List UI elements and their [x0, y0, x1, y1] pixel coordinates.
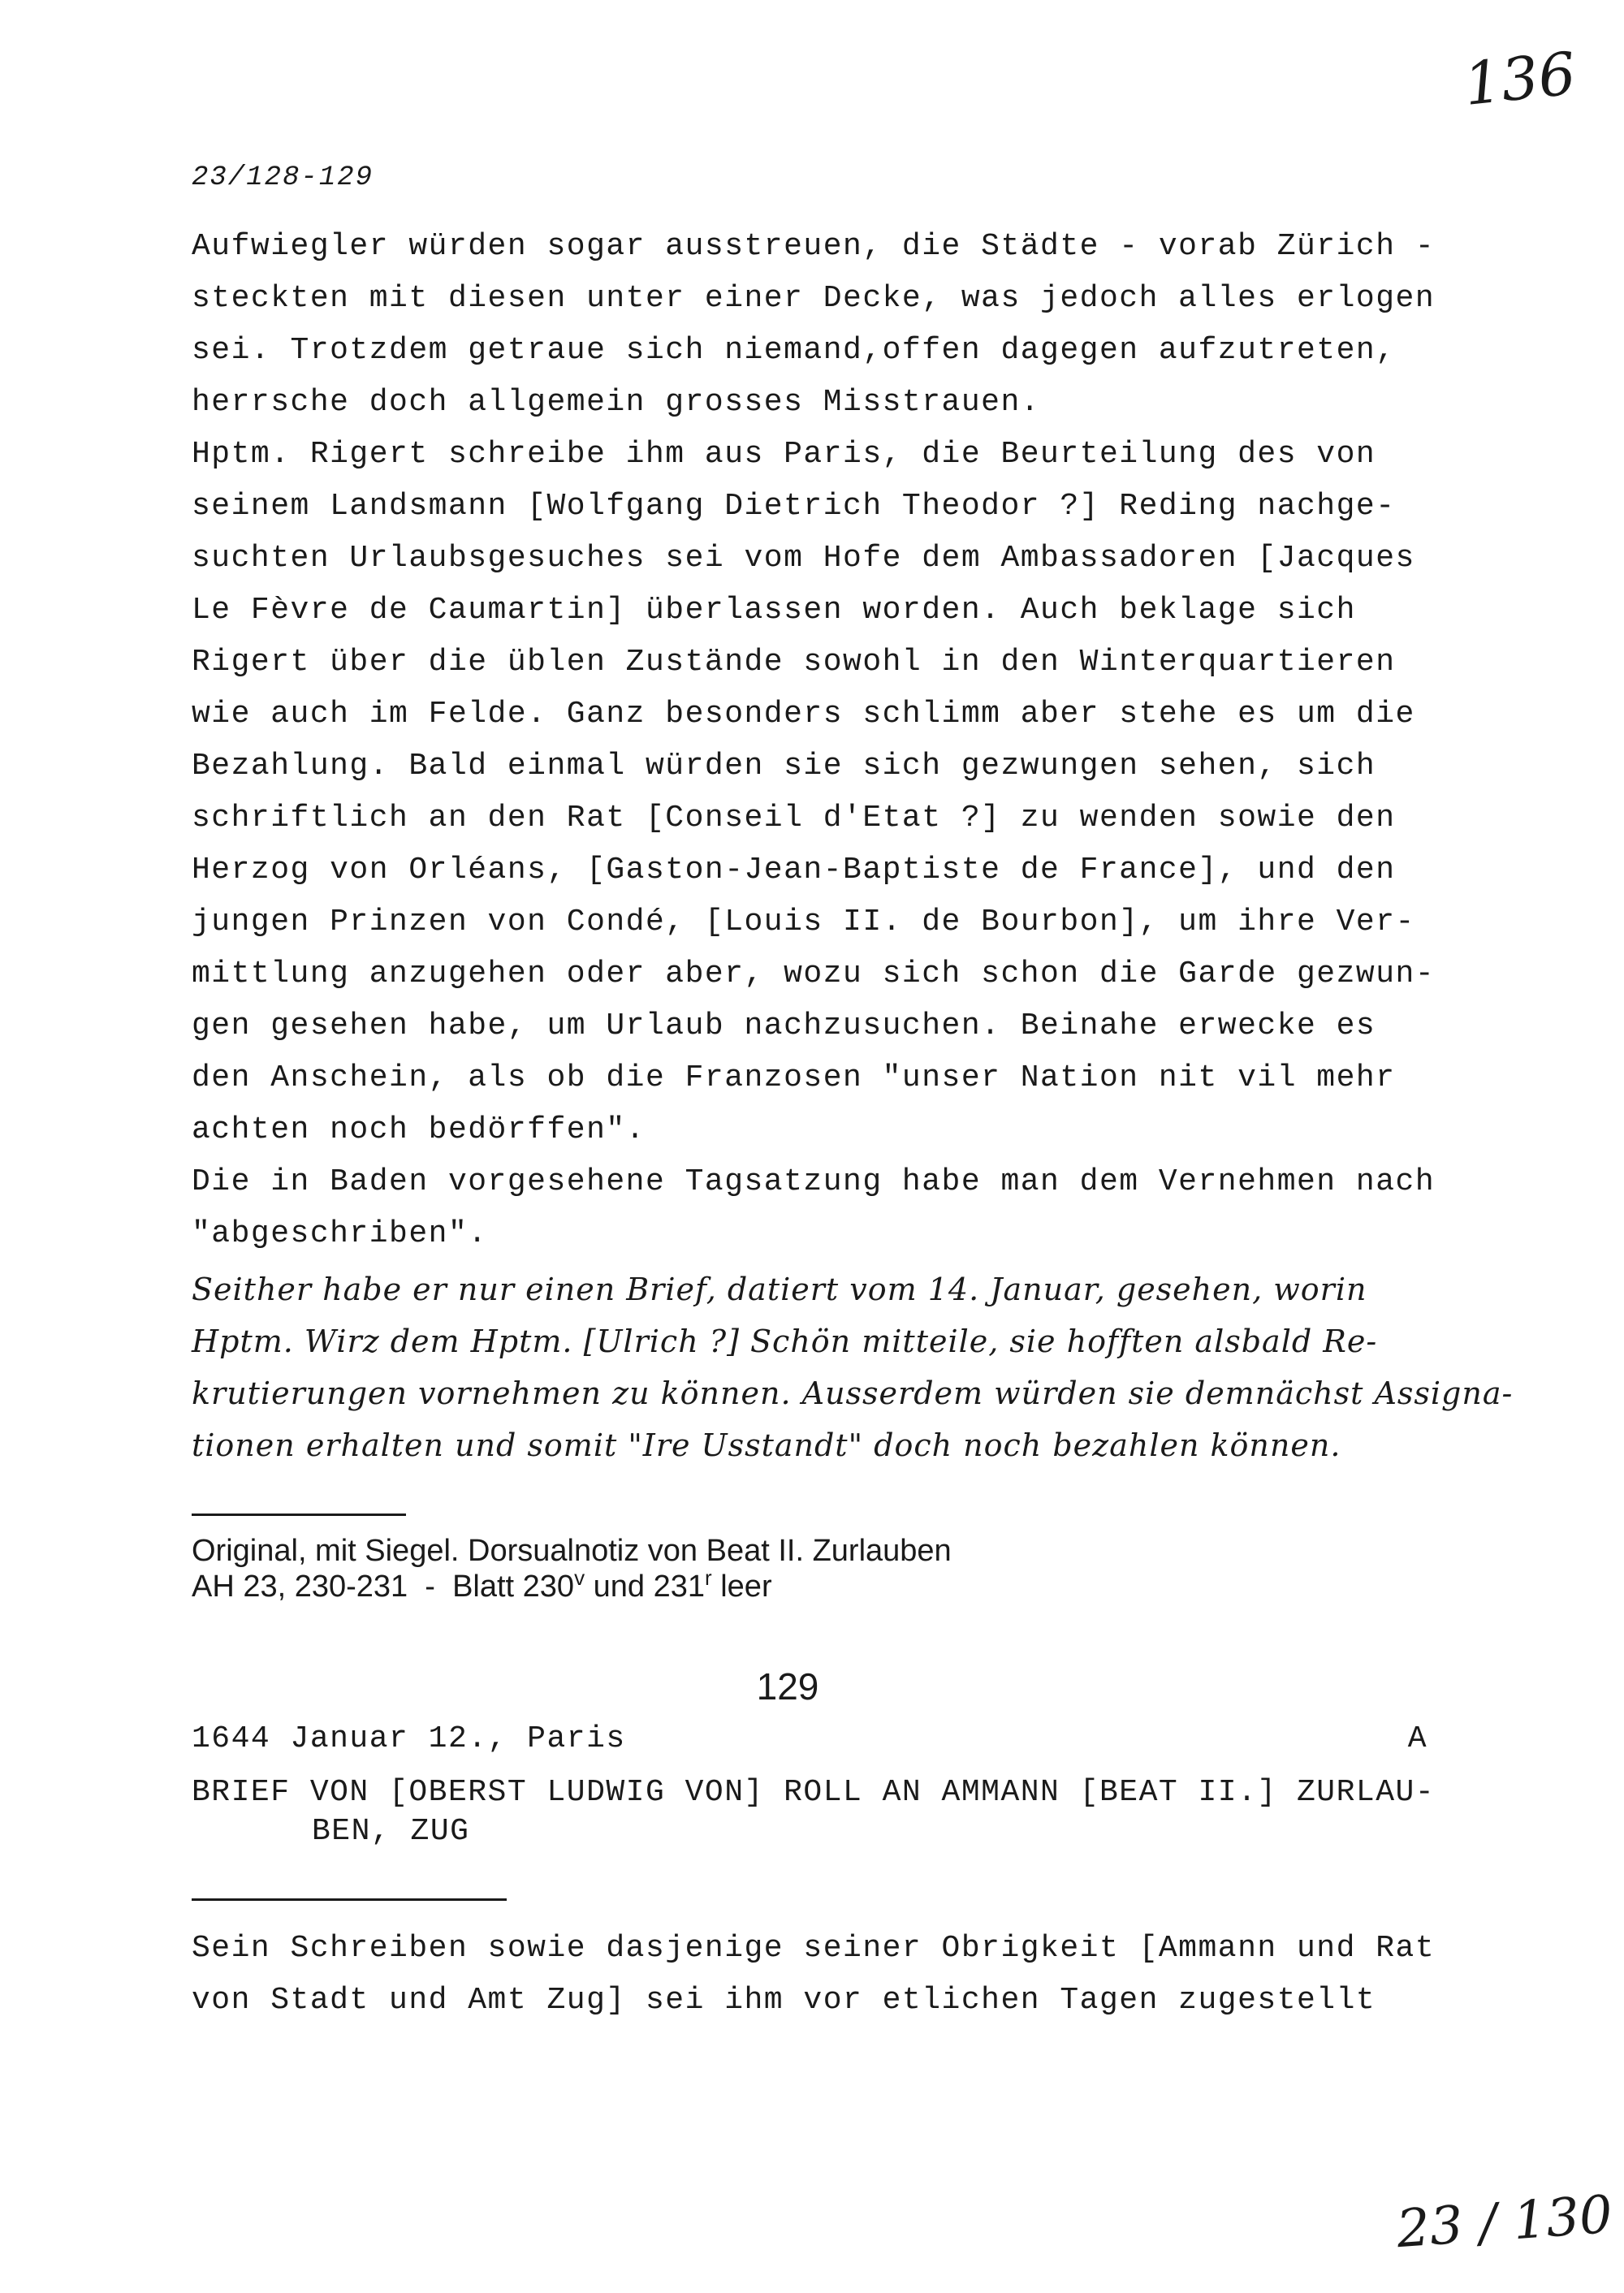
text-line: Le Fèvre de Caumartin] überlassen worden. Auch beklage sich	[192, 593, 1356, 628]
paragraph-5	[192, 1923, 1475, 2027]
text-line: Die in Baden vorgesehene Tagsatzung habe man dem Vernehmen nach	[192, 1164, 1436, 1199]
recto-mark: r	[705, 1565, 712, 1590]
text-line: sei. Trotzdem getraue sich niemand,offen dagegen aufzutreten,	[192, 333, 1396, 368]
source-note-line: Original, mit Siegel. Dorsualnotiz von Beat II. Zurlauben	[192, 1534, 952, 1568]
footnote-divider	[192, 1514, 406, 1516]
note-text: leer	[711, 1570, 772, 1604]
archive-reference: 23/128-129	[192, 162, 374, 193]
text-line: Aufwiegler würden sogar ausstreuen, die Städte - vorab Zürich -	[192, 229, 1436, 264]
text-line: Bezahlung. Bald einmal würden sie sich gezwungen sehen, sich	[192, 749, 1376, 784]
text-line: tionen erhalten und somit "Ire Usstandt" doch noch bezahlen können.	[192, 1427, 1341, 1463]
date-place: 1644 Januar 12., Paris	[192, 1721, 626, 1756]
text-line: den Anschein, als ob die Franzosen "unser Nation nit vil mehr	[192, 1060, 1396, 1095]
text-line: mittlung anzugehen oder aber, wozu sich schon die Garde gezwun-	[192, 956, 1436, 991]
text-line: Herzog von Orléans, [Gaston-Jean-Baptiste de France], und den	[192, 853, 1396, 887]
folio-number: 136	[1460, 39, 1579, 119]
paragraph-1	[192, 221, 1475, 429]
source-notes	[192, 1533, 952, 1604]
text-line: krutierungen vornehmen zu können. Ausserdem würden sie demnächst Assigna-	[192, 1375, 1514, 1411]
text-line: von Stadt und Amt Zug] sei ihm vor etlichen Tagen zugestellt	[192, 1983, 1376, 2018]
text-line: achten noch bedörffen".	[192, 1112, 646, 1147]
section-divider	[192, 1898, 507, 1901]
text-line: herrsche doch allgemein grosses Misstrauen.	[192, 385, 1041, 420]
source-note-line	[192, 1565, 952, 1604]
text-line: gen gesehen habe, um Urlaub nachzusuchen. Beinahe erwecke es	[192, 1008, 1376, 1043]
paragraph-3	[192, 1156, 1475, 1260]
document-type: A	[1407, 1721, 1427, 1756]
document-number: 129	[756, 1665, 819, 1708]
paragraph-2	[192, 429, 1475, 1156]
text-line: Sein Schreiben sowie dasjenige seiner Obrigkeit [Ammann und Rat	[192, 1931, 1436, 1966]
text-line: schriftlich an den Rat [Conseil d'Etat ?] zu wenden sowie den	[192, 801, 1396, 836]
date-line	[192, 1721, 1426, 1762]
text-line: wie auch im Felde. Ganz besonders schlimm aber stehe es um die	[192, 697, 1415, 732]
text-line: steckten mit diesen unter einer Decke, was jedoch alles erlogen	[192, 281, 1436, 316]
document-title	[192, 1773, 1435, 1851]
verso-mark: v	[574, 1565, 585, 1590]
text-line: jungen Prinzen von Condé, [Louis II. de Bourbon], um ihre Ver-	[192, 905, 1415, 939]
page-stamp: 23 / 130	[1394, 2184, 1615, 2261]
text-line: Seither habe er nur einen Brief, datiert vom 14. Januar, gesehen, worin	[192, 1272, 1367, 1307]
text-line: seinem Landsmann [Wolfgang Dietrich Theodor ?] Reding nachge-	[192, 489, 1396, 524]
text-line: "abgeschriben".	[192, 1216, 488, 1251]
text-line: Rigert über die üblen Zustände sowohl in den Winterquartieren	[192, 645, 1396, 680]
text-line: suchten Urlaubsgesuches sei vom Hofe dem Ambassadoren [Jacques	[192, 541, 1415, 576]
paragraph-4-cursive	[192, 1263, 1514, 1471]
text-line: Hptm. Rigert schreibe ihm aus Paris, die Beurteilung des von	[192, 437, 1376, 472]
note-text: und 231	[585, 1570, 705, 1604]
note-text: AH 23, 230-231 - Blatt 230	[192, 1570, 575, 1604]
title-line: BRIEF VON [OBERST LUDWIG VON] ROLL AN AMMANN [BEAT II.] ZURLAU-	[192, 1775, 1436, 1810]
title-line: BEN, ZUG	[312, 1814, 470, 1849]
text-line: Hptm. Wirz dem Hptm. [Ulrich ?] Schön mitteile, sie hofften alsbald Re-	[192, 1324, 1378, 1359]
